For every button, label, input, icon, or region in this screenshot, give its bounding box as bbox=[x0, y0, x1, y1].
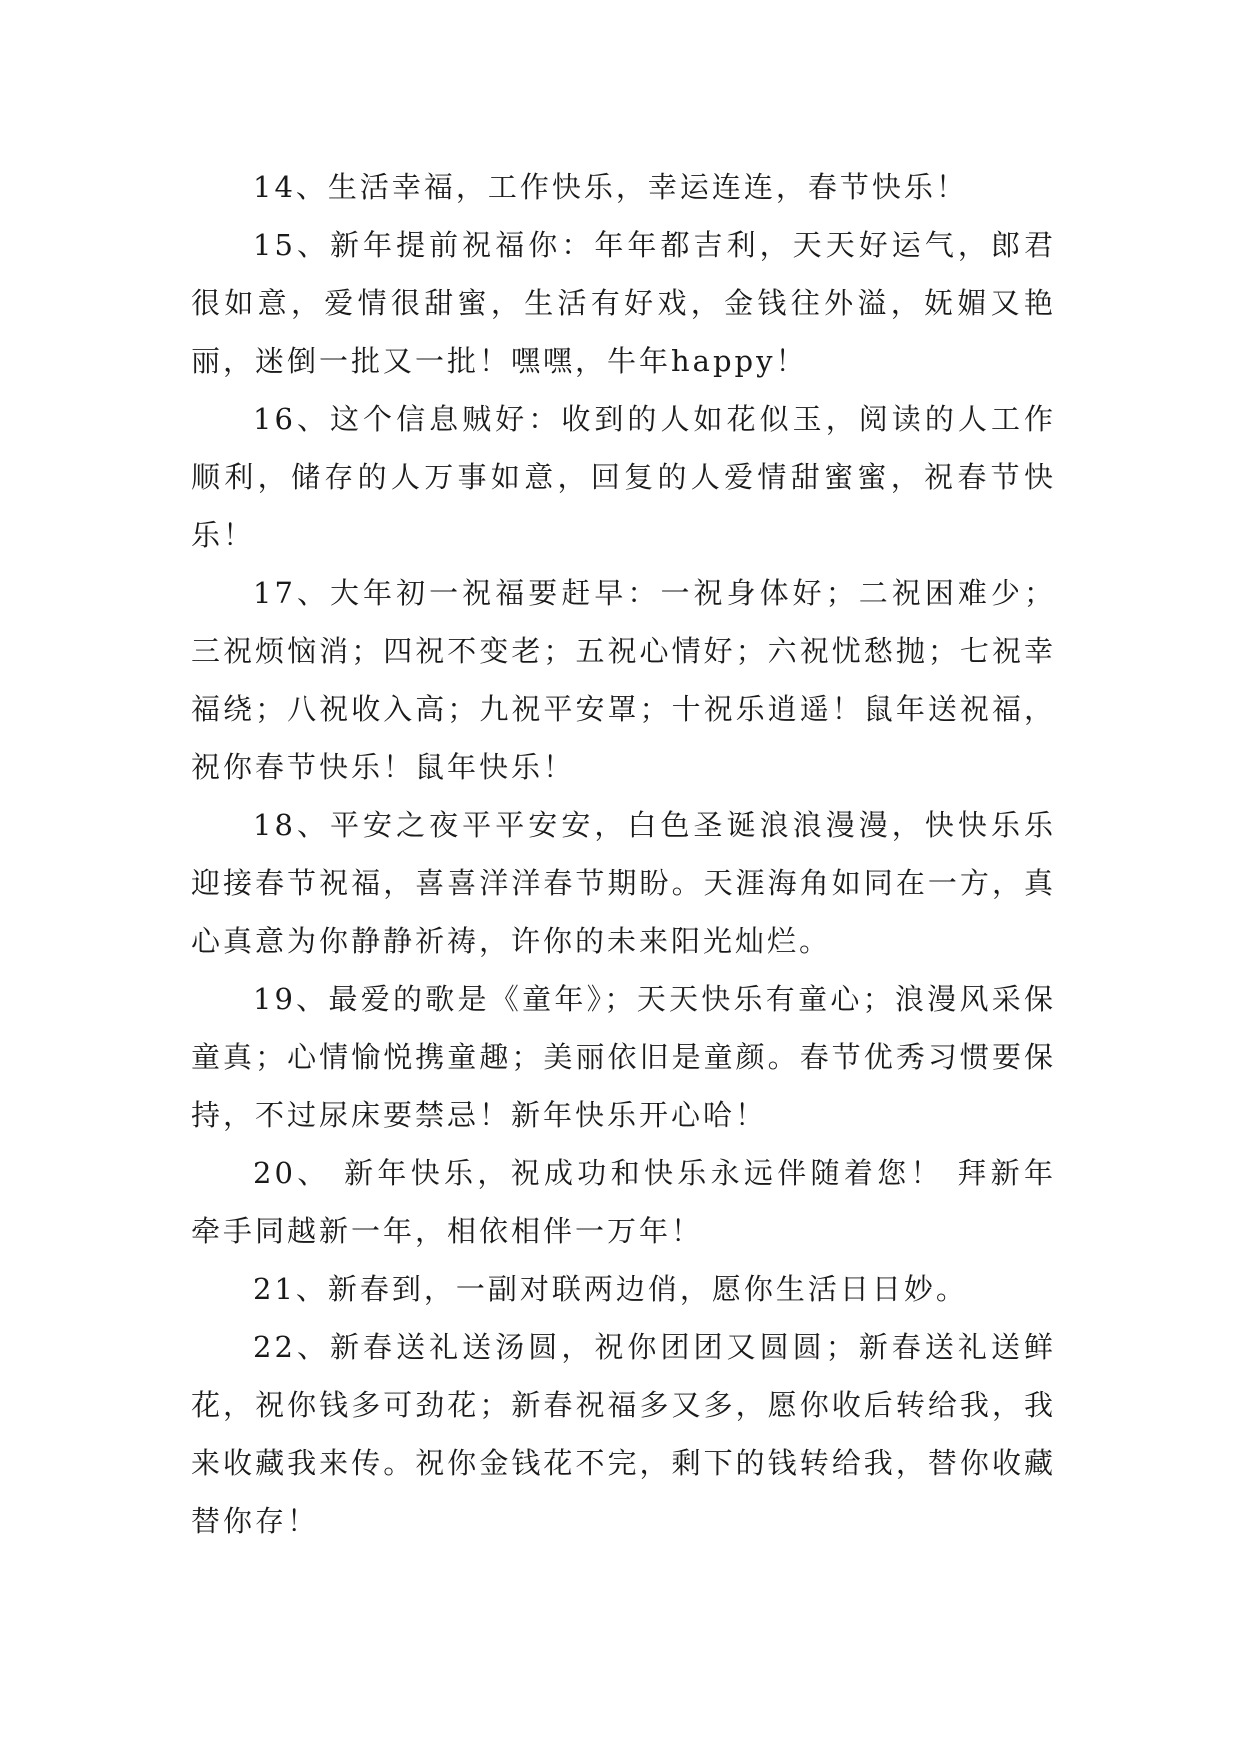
paragraph-15: 15、新年提前祝福你：年年都吉利，天天好运气，郎君很如意，爱情很甜蜜，生活有好戏，金钱往外溢，妩媚又艳丽，迷倒一批又一批！嘿嘿，牛年happy！ bbox=[191, 228, 1056, 378]
paragraph-14: 14、生活幸福，工作快乐，幸运连连，春节快乐！ bbox=[253, 170, 968, 204]
paragraph-16: 16、这个信息贼好：收到的人如花似玉，阅读的人工作顺利，储存的人万事如意，回复的人爱情甜蜜蜜，祝春节快乐！ bbox=[191, 402, 1056, 552]
paragraph-18: 18、平安之夜平平安安，白色圣诞浪浪漫漫，快快乐乐迎接春节祝福，喜喜洋洋春节期盼。天涯海角如同在一方，真心真意为你静静祈祷，许你的未来阳光灿烂。 bbox=[191, 808, 1056, 958]
paragraph-20: 20、 新年快乐，祝成功和快乐永远伴随着您！ 拜新年牵手同越新一年，相依相伴一万年！ bbox=[191, 1156, 1056, 1248]
paragraph-22: 22、新春送礼送汤圆，祝你团团又圆圆；新春送礼送鲜花，祝你钱多可劲花；新春祝福多又多，愿你收后转给我，我来收藏我来传。祝你金钱花不完，剩下的钱转给我，替你收藏替你存！ bbox=[191, 1330, 1056, 1538]
document-body bbox=[191, 158, 1056, 1550]
paragraph-21: 21、新春到，一副对联两边俏，愿你生活日日妙。 bbox=[253, 1272, 968, 1306]
paragraph-19: 19、最爱的歌是《童年》；天天快乐有童心；浪漫风采保童真；心情愉悦携童趣；美丽依旧是童颜。春节优秀习惯要保持，不过尿床要禁忌！新年快乐开心哈！ bbox=[191, 982, 1056, 1132]
paragraph-17: 17、大年初一祝福要赶早：一祝身体好；二祝困难少；三祝烦恼消；四祝不变老；五祝心情好；六祝忧愁抛；七祝幸福绕；八祝收入高；九祝平安罩；十祝乐逍遥！鼠年送祝福，祝你春节快乐！鼠年快乐！ bbox=[191, 576, 1056, 784]
